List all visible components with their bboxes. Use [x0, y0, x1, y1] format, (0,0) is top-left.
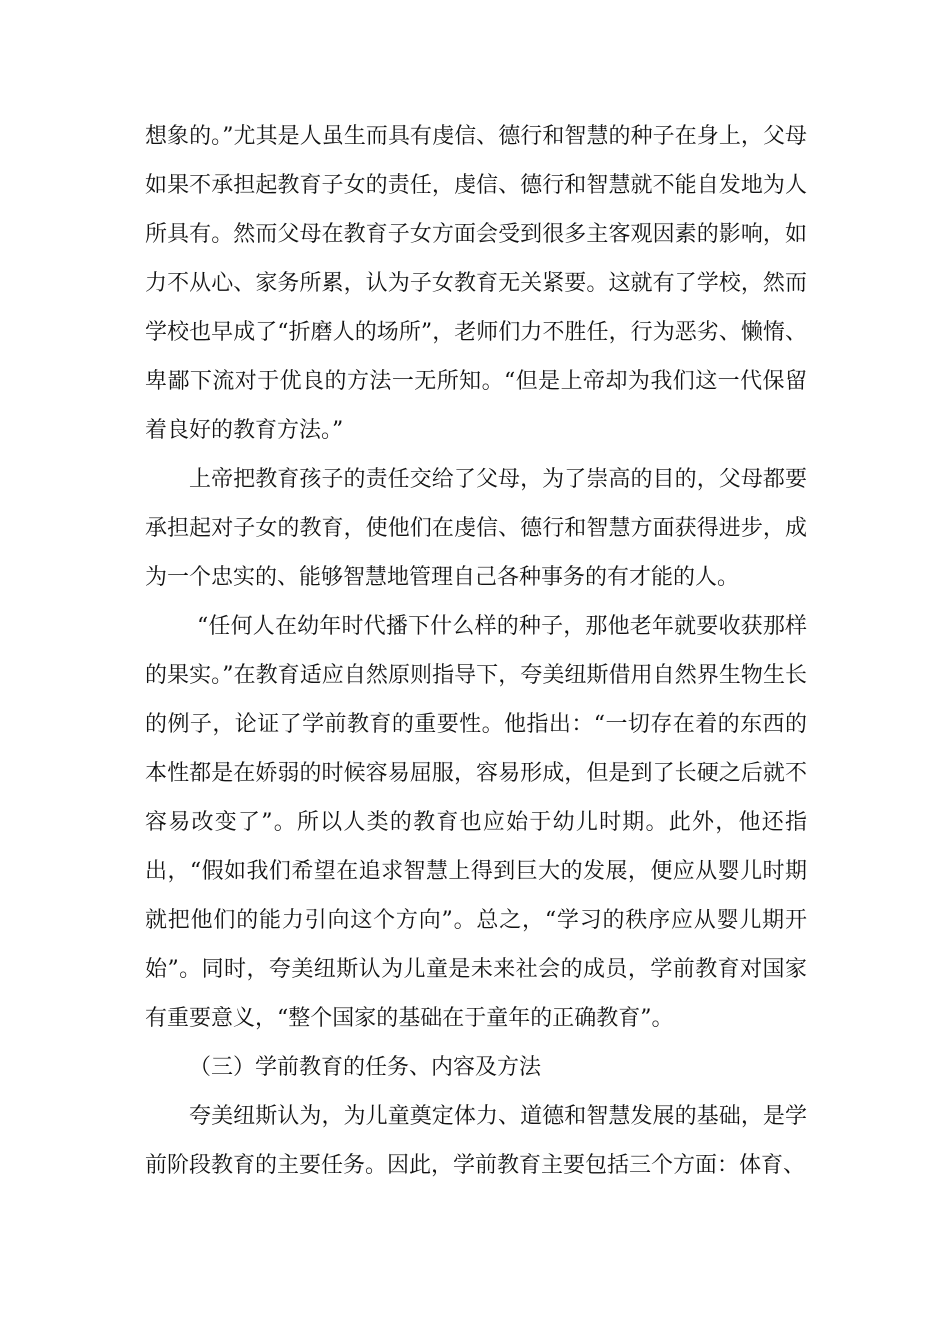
paragraph-tasks: 夸美纽斯认为，为儿童奠定体力、道德和智慧发展的基础，是学前阶段教育的主要任务。因此，学前教育主要包括三个方面：体育、 — [145, 1104, 807, 1178]
paragraph-continuation: 想象的。”尤其是人虽生而具有虔信、德行和智慧的种子在身上，父母如果不承担起教育子女的责任，虔信、德行和智慧就不能自发地为人所具有。然而父母在教育子女方面会受到很多主客观因素的影响，如力不从心、家务所累，认为子女教育无关紧要。这就有了学校，然而学校也早成了“折磨人的场所”，老师们力不胜任，行为恶劣、懒惰、卑鄙下流对于优良的方法一无所知。“但是上帝却为我们这一代保留着良好的教育方法。” — [145, 124, 807, 443]
document-page — [145, 112, 807, 1190]
paragraph-parents-responsibility: 上帝把教育孩子的责任交给了父母，为了崇高的目的，父母都要承担起对子女的教育，使他们在虔信、德行和智慧方面获得进步，成为一个忠实的、能够智慧地管理自己各种事务的有才能的人。 — [145, 467, 807, 590]
paragraph-early-education: “任何人在幼年时代播下什么样的种子，那他老年就要收获那样的果实。”在教育适应自然原则指导下，夸美纽斯借用自然界生物生长的例子，论证了学前教育的重要性。他指出：“一切存在着的东西的本性都是在娇弱的时候容易屈服，容易形成，但是到了长硬之后就不容易改变了”。所以人类的教育也应始于幼儿时期。此外，他还指出，“假如我们希望在追求智慧上得到巨大的发展，便应从婴儿时期就把他们的能力引向这个方向”。总之，“学习的秩序应从婴儿期开始”。同时，夸美纽斯认为儿童是未来社会的成员，学前教育对国家有重要意义，“整个国家的基础在于童年的正确教育”。 — [145, 614, 807, 1031]
section-heading: （三）学前教育的任务、内容及方法 — [189, 1055, 542, 1080]
